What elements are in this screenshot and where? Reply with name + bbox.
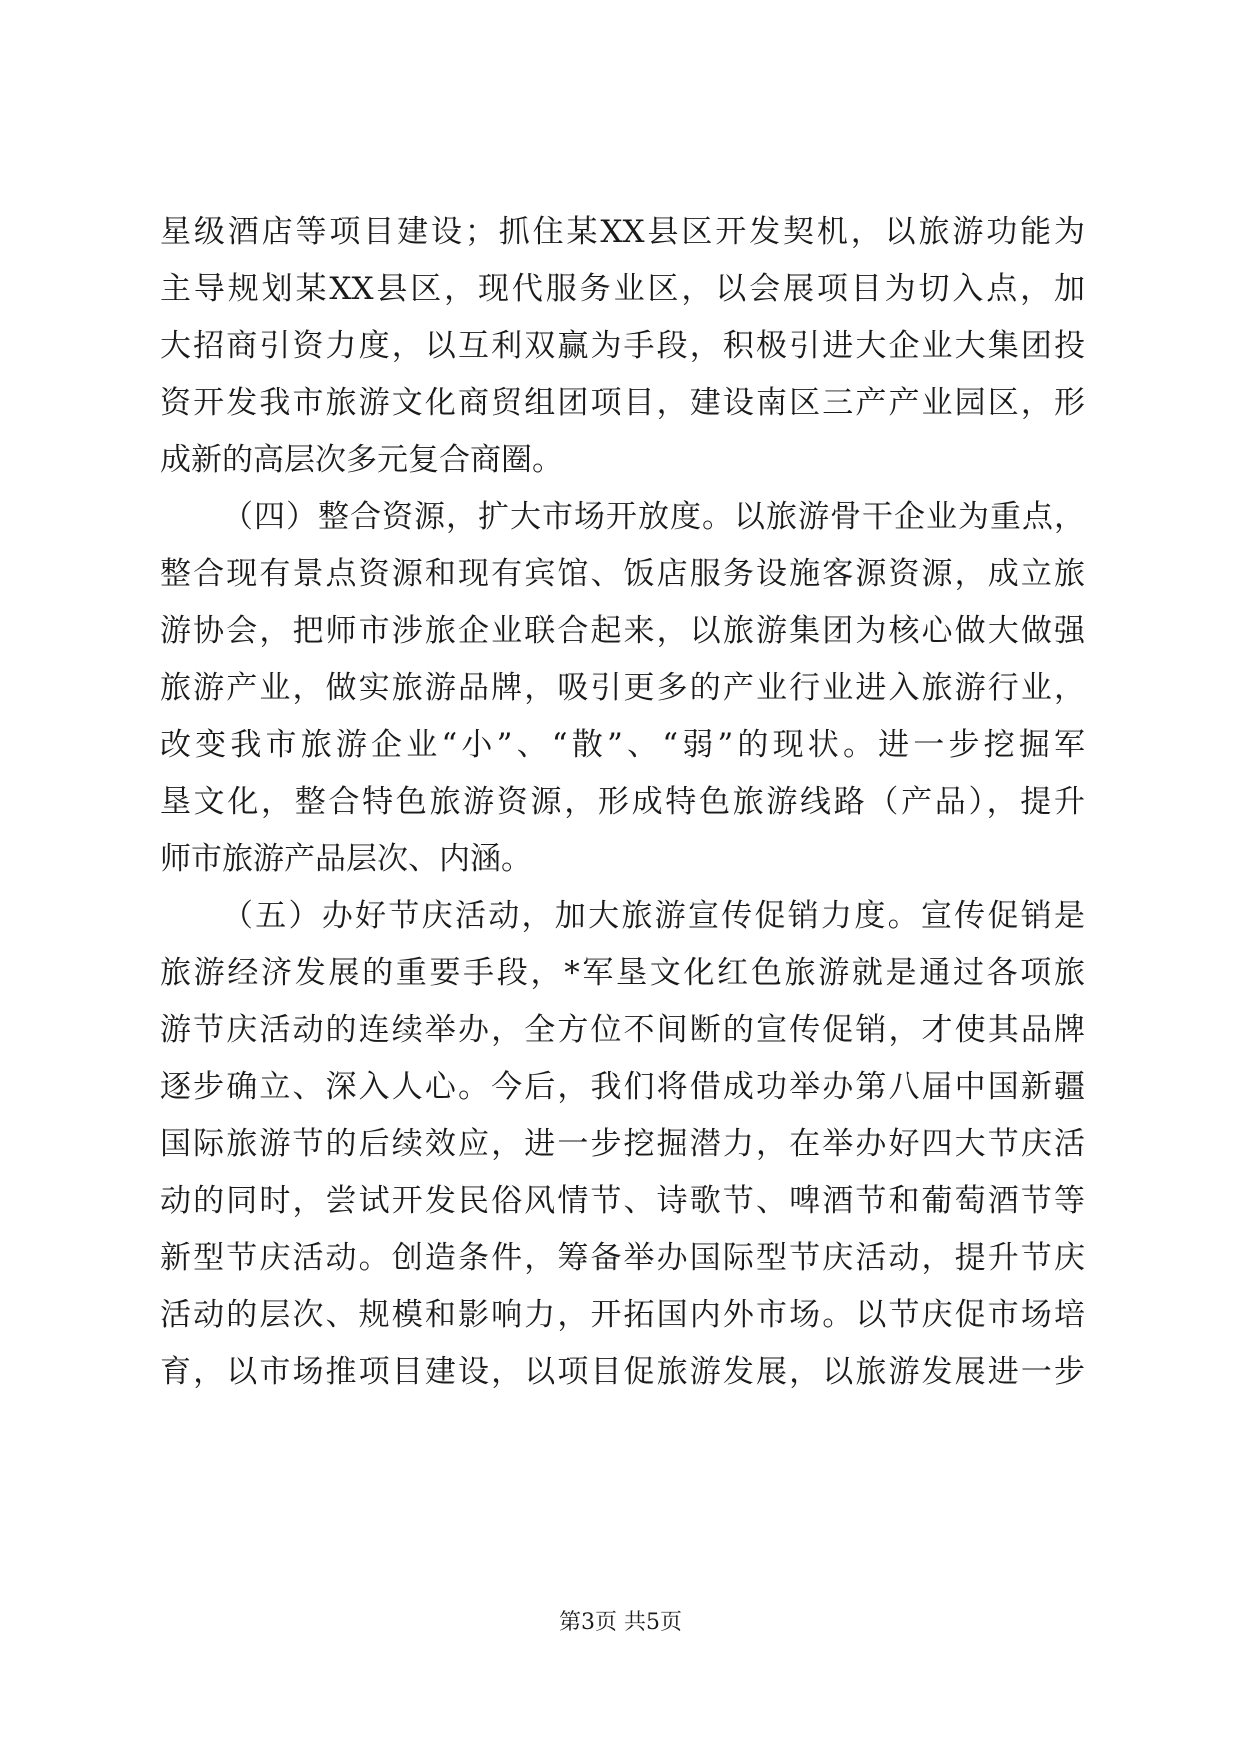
body-text-line: 资开发我市旅游文化商贸组团项目，建设南区三产产业园区，形	[160, 385, 1085, 421]
body-text-line: 旅游经济发展的重要手段，*军垦文化红色旅游就是通过各项旅	[160, 955, 1085, 991]
body-text-line: 改变我市旅游企业“小”、“散”、“弱”的现状。进一步挖掘军	[160, 727, 1085, 763]
body-text-line: 游协会，把师市涉旅企业联合起来，以旅游集团为核心做大做强	[160, 613, 1085, 649]
body-text-line: 旅游产业，做实旅游品牌，吸引更多的产业行业进入旅游行业，	[160, 670, 1085, 706]
body-text-line: 星级酒店等项目建设；抓住某XX县区开发契机，以旅游功能为	[160, 214, 1085, 250]
page-number-footer: 第3页 共5页	[559, 1610, 682, 1635]
body-text-line: 逐步确立、深入人心。今后，我们将借成功举办第八届中国新疆	[160, 1069, 1085, 1105]
body-text-line: 师市旅游产品层次、内涵。	[160, 841, 532, 877]
body-text-line: 国际旅游节的后续效应，进一步挖掘潜力，在举办好四大节庆活	[160, 1126, 1085, 1162]
body-text-line: 活动的层次、规模和影响力，开拓国内外市场。以节庆促市场培	[160, 1297, 1085, 1333]
body-text-line: 新型节庆活动。创造条件，筹备举办国际型节庆活动，提升节庆	[160, 1240, 1085, 1276]
body-text-line: 动的同时，尝试开发民俗风情节、诗歌节、啤酒节和葡萄酒节等	[160, 1183, 1085, 1219]
body-text-line: 育，以市场推项目建设，以项目促旅游发展，以旅游发展进一步	[160, 1354, 1085, 1390]
body-text-line: 游节庆活动的连续举办，全方位不间断的宣传促销，才使其品牌	[160, 1012, 1085, 1048]
body-text-line: 成新的高层次多元复合商圈。	[160, 442, 563, 478]
body-text-line: 整合现有景点资源和现有宾馆、饭店服务设施客源资源，成立旅	[160, 556, 1085, 592]
body-text-line: 垦文化，整合特色旅游资源，形成特色旅游线路（产品），提升	[160, 784, 1085, 820]
body-text-line: 大招商引资力度，以互利双赢为手段，积极引进大企业大集团投	[160, 328, 1085, 364]
body-text-line: 主导规划某XX县区，现代服务业区，以会展项目为切入点，加	[160, 271, 1085, 307]
body-text-line: （五）办好节庆活动，加大旅游宣传促销力度。宣传促销是	[222, 898, 1085, 934]
body-text-line: （四）整合资源，扩大市场开放度。以旅游骨干企业为重点，	[222, 499, 1085, 535]
